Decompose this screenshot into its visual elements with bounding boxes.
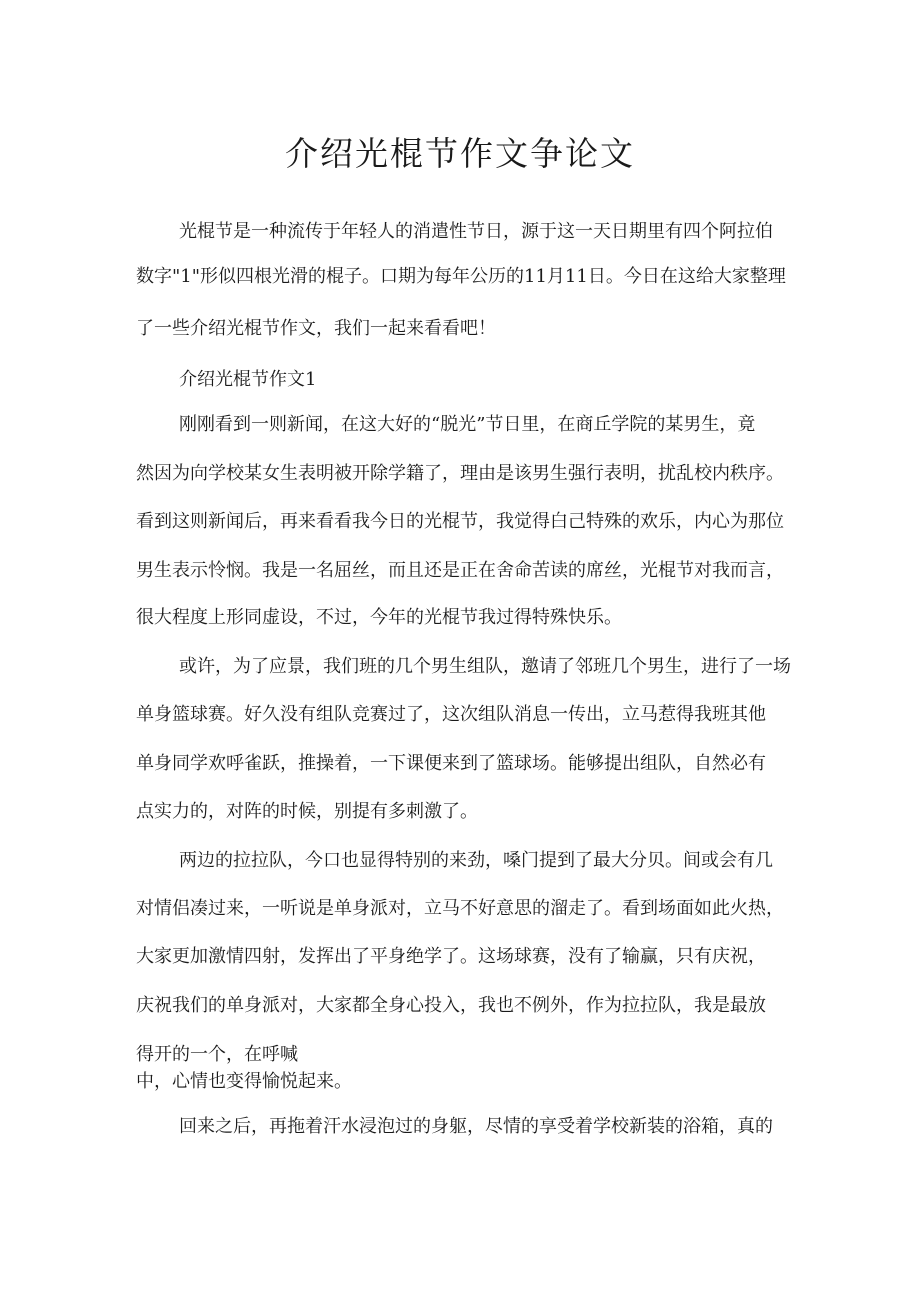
paragraph-line: 看到这则新闻后，再来看看我今日的光棍节，我觉得白己特殊的欢乐，内心为那位: [136, 511, 784, 532]
paragraph-line: 然因为向学校某女生表明被开除学籍了，理由是该男生强行表明，扰乱校内秩序。: [136, 463, 784, 484]
paragraph-line: 很大程度上形同虚设，不过，今年的光棍节我过得特殊快乐。: [136, 607, 622, 628]
paragraph-line: 男生表示怜悯。我是一名屈丝，而且还是正在舍命苦读的席丝，光棍节对我而言，: [136, 560, 784, 581]
paragraph-line: 大家更加激情四射，发挥出了平身绝学了。这场球赛，没有了输赢，只有庆祝，: [136, 946, 766, 967]
paragraph-line: 中，心情也变得愉悦起来。: [136, 1071, 352, 1092]
section-heading: 介绍光棍节作文1: [179, 369, 317, 390]
paragraph-line: 或许，为了应景，我们班的几个男生组队，邀请了邻班几个男生，进行了一场: [179, 656, 791, 677]
paragraph-line: 刚刚看到一则新闻，在这大好的“脱光”节日里，在商丘学院的某男生，竟: [179, 414, 756, 435]
paragraph-line: 两边的拉拉队，今口也显得特别的来劲，嗓门提到了最大分贝。间或会有几: [179, 850, 773, 871]
document-title: 介绍光棍节作文争论文: [285, 134, 635, 173]
paragraph-line: 对情侣凑过来，一听说是单身派对，立马不好意思的溜走了。看到场面如此火热，: [136, 898, 784, 919]
paragraph-line: 点实力的，对阵的时候，别提有多刺激了。: [136, 801, 478, 822]
paragraph-line: 数字"1"形似四根光滑的棍子。口期为每年公历的11月11日。今日在这给大家整理: [136, 266, 786, 287]
paragraph-line: 单身篮球赛。好久没有组队竞赛过了，这次组队消息一传出，立马惹得我班其他: [136, 704, 766, 725]
paragraph-line: 了一些介绍光棍节作文，我们一起来看看吧！: [136, 318, 496, 339]
paragraph-line: 光棍节是一种流传于年轻人的消遣性节日，源于这一天日期里有四个阿拉伯: [179, 221, 773, 242]
paragraph-line: 回来之后，再拖着汗水浸泡过的身躯，尽情的享受着学校新装的浴箱，真的: [179, 1116, 773, 1137]
paragraph-line: 庆祝我们的单身派对，大家都全身心投入，我也不例外，作为拉拉队，我是最放: [136, 995, 766, 1016]
paragraph-line: 得开的一个，在呼喊: [136, 1044, 298, 1065]
paragraph-line: 单身同学欢呼雀跃，推操着，一下课便来到了篮球场。能够提出组队，自然必有: [136, 753, 766, 774]
